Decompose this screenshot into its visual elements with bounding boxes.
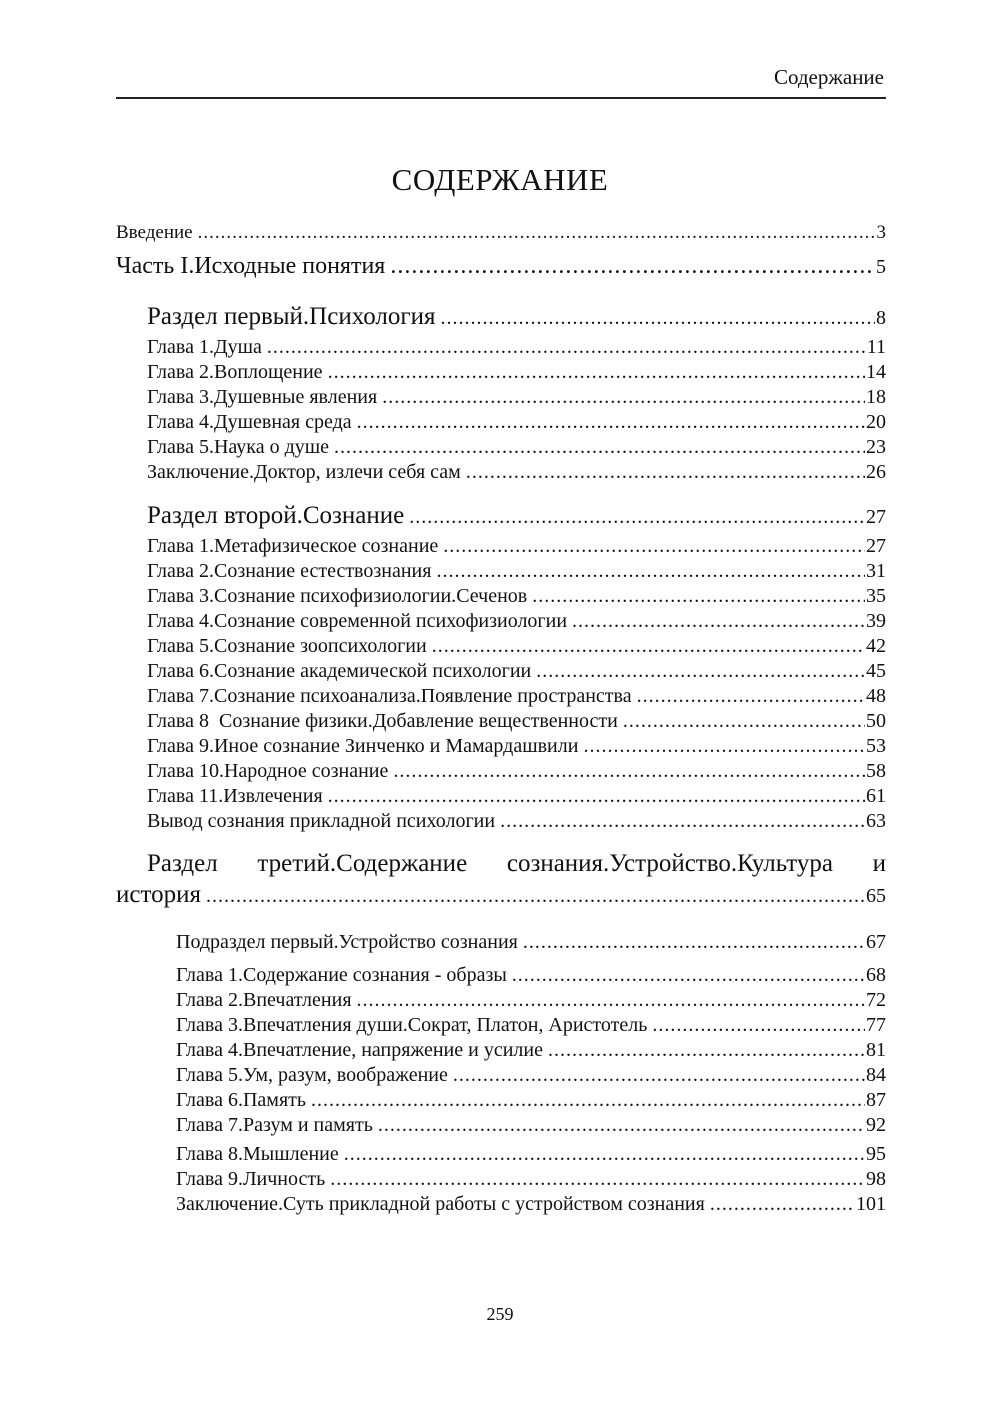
- section2-chapters: [116, 534, 886, 834]
- toc-entry-section-line2: [116, 879, 886, 912]
- dot-leader: [652, 1013, 865, 1038]
- dot-leader: [432, 634, 865, 659]
- dot-leader: [390, 250, 875, 282]
- dot-leader: [267, 335, 866, 360]
- dot-leader: [357, 410, 865, 435]
- toc-entry-label: Глава 4.Впечатление, напряжение и усилие: [176, 1039, 543, 1061]
- dot-leader: [198, 220, 876, 246]
- toc-entry-chapter[interactable]: [116, 759, 886, 784]
- toc-entry-label: Глава 7.Сознание психоанализа.Появление пространства: [147, 685, 632, 707]
- toc-entry-label: Вывод сознания прикладной психологии: [147, 810, 496, 832]
- section3-chapters: [116, 963, 886, 1217]
- toc-entry-label: Глава 10.Народное сознание: [147, 760, 389, 782]
- toc-entry-page: 68: [866, 964, 886, 986]
- toc-entry-label: Глава 5.Сознание зоопсихологии: [147, 635, 427, 657]
- toc-entry-chapter[interactable]: [116, 410, 886, 435]
- dot-leader: [409, 500, 865, 534]
- toc-entry-chapter[interactable]: [116, 360, 886, 385]
- dot-leader: [344, 1142, 865, 1167]
- toc-entry-intro[interactable]: [116, 220, 886, 246]
- toc-entry-page: 8: [876, 307, 886, 329]
- toc-entry-chapter[interactable]: [116, 784, 886, 809]
- toc-entry-chapter[interactable]: [116, 634, 886, 659]
- toc-entry-page: 63: [866, 810, 886, 832]
- toc-entry-label: Глава 8.Мышление: [176, 1143, 339, 1165]
- dot-leader: [330, 1167, 865, 1192]
- toc-entry-page: 45: [866, 660, 886, 682]
- dot-leader: [523, 930, 865, 955]
- toc-entry-chapter[interactable]: [116, 584, 886, 609]
- header-rule: [116, 97, 886, 99]
- toc-entry-chapter[interactable]: [116, 1013, 886, 1038]
- dot-leader: [623, 709, 865, 734]
- dot-leader: [206, 881, 865, 912]
- page-number: 259: [486, 1304, 514, 1324]
- toc-entry-label: Глава 2.Впечатления: [176, 989, 352, 1011]
- toc-entry-chapter[interactable]: [116, 559, 886, 584]
- toc-entry-label: Глава 5.Ум, разум, воображение: [176, 1064, 448, 1086]
- toc-entry-section[interactable]: [116, 300, 886, 335]
- toc-entry-label: Глава 5.Наука о душе: [147, 436, 330, 458]
- toc-entry-page: 42: [866, 635, 886, 657]
- toc-entry-chapter[interactable]: [116, 435, 886, 460]
- toc-entry-page: 92: [866, 1114, 886, 1136]
- toc-entry-label: Глава 3.Сознание психофизиологии.Сеченов: [147, 585, 528, 607]
- toc-entry-page: 95: [866, 1143, 886, 1165]
- toc-entry-label: Глава 8 Сознание физики.Добавление вещественности: [147, 710, 618, 732]
- toc-entry-section-wrapped[interactable]: [116, 848, 886, 912]
- toc-entry-page: 48: [866, 685, 886, 707]
- dot-leader: [328, 360, 865, 385]
- toc-entry-label: Глава 1.Душа: [147, 336, 262, 358]
- dot-leader: [637, 684, 865, 709]
- toc-entry-chapter[interactable]: [116, 734, 886, 759]
- toc-entry-chapter[interactable]: [116, 385, 886, 410]
- table-of-contents: [116, 220, 886, 1217]
- toc-entry-page: 11: [866, 336, 886, 358]
- toc-entry-page: 67: [866, 931, 886, 953]
- dot-leader: [500, 809, 865, 834]
- toc-entry-label: Раздел первый.Психология: [147, 303, 436, 330]
- dot-leader: [453, 1063, 865, 1088]
- toc-entry-label-line1: Раздел третий.Содержание сознания.Устройство.Культура и: [147, 850, 886, 877]
- toc-entry-chapter[interactable]: [116, 709, 886, 734]
- toc-entry-label: Глава 6.Сознание академической психологии: [147, 660, 532, 682]
- toc-entry-page: 72: [866, 989, 886, 1011]
- toc-entry-subsection[interactable]: [116, 930, 886, 955]
- dot-leader: [382, 385, 865, 410]
- toc-entry-conclusion[interactable]: [116, 809, 886, 834]
- toc-entry-chapter[interactable]: [116, 1088, 886, 1113]
- toc-entry-page: 101: [856, 1193, 886, 1215]
- toc-entry-page: 23: [866, 436, 886, 458]
- dot-leader: [532, 584, 865, 609]
- toc-entry-page: 31: [866, 560, 886, 582]
- toc-entry-page: 20: [866, 411, 886, 433]
- toc-entry-chapter[interactable]: [116, 609, 886, 634]
- toc-entry-label: Глава 4.Сознание современной психофизиологии: [147, 610, 568, 632]
- dot-leader: [436, 559, 865, 584]
- toc-entry-chapter[interactable]: [116, 1063, 886, 1088]
- dot-leader: [536, 659, 865, 684]
- toc-entry-label: Глава 11.Извлечения: [147, 785, 323, 807]
- toc-entry-page: 14: [866, 361, 886, 383]
- toc-entry-chapter[interactable]: [116, 1038, 886, 1063]
- toc-entry-chapter[interactable]: [116, 659, 886, 684]
- toc-entry-page: 39: [866, 610, 886, 632]
- toc-entry-page: 53: [866, 735, 886, 757]
- toc-entry-chapter[interactable]: [116, 1167, 886, 1192]
- toc-entry-label: Заключение.Суть прикладной работы с устройством сознания: [176, 1193, 705, 1215]
- toc-entry-page: 81: [866, 1039, 886, 1061]
- toc-entry-page: 65: [866, 885, 886, 907]
- toc-entry-chapter[interactable]: [116, 1142, 886, 1167]
- dot-leader: [572, 609, 865, 634]
- dot-leader: [393, 759, 865, 784]
- dot-leader: [334, 435, 865, 460]
- toc-entry-page: 77: [866, 1014, 886, 1036]
- toc-entry-page: 35: [866, 585, 886, 607]
- dot-leader: [328, 784, 865, 809]
- dot-leader: [357, 988, 865, 1013]
- dot-leader: [583, 734, 865, 759]
- page-title: СОДЕРЖАНИЕ: [391, 162, 609, 197]
- toc-entry-page: 5: [876, 256, 886, 278]
- dot-leader: [443, 534, 865, 559]
- dot-leader: [378, 1113, 865, 1138]
- toc-entry-label: Глава 3.Душевные явления: [147, 386, 378, 408]
- toc-entry-label-line2: история: [116, 881, 201, 908]
- toc-entry-label: Глава 2.Сознание естествознания: [147, 560, 432, 582]
- toc-entry-label: Глава 1.Содержание сознания - образы: [176, 964, 507, 986]
- toc-entry-page: 18: [866, 386, 886, 408]
- toc-entry-label: Заключение.Доктор, излечи себя сам: [147, 461, 461, 483]
- toc-entry-label: Глава 6.Память: [176, 1089, 307, 1111]
- toc-entry-label: Глава 2.Воплощение: [147, 361, 323, 383]
- toc-entry-label: Глава 7.Разум и память: [176, 1114, 373, 1136]
- dot-leader: [466, 460, 865, 485]
- toc-entry-chapter[interactable]: [116, 684, 886, 709]
- toc-entry-chapter[interactable]: [116, 1113, 886, 1138]
- toc-entry-page: 3: [876, 222, 886, 243]
- toc-entry-page: 50: [866, 710, 886, 732]
- toc-entry-label: Глава 9.Иное сознание Зинченко и Мамардашвили: [147, 735, 579, 757]
- dot-leader: [512, 963, 865, 988]
- toc-entry-chapter[interactable]: [116, 988, 886, 1013]
- section1-chapters: [116, 335, 886, 485]
- toc-entry-page: 27: [866, 506, 886, 528]
- toc-entry-label: Подраздел первый.Устройство сознания: [176, 931, 518, 953]
- toc-entry-conclusion[interactable]: [116, 1192, 886, 1217]
- toc-entry-label: Введение: [116, 222, 193, 243]
- toc-entry-label: Часть I.Исходные понятия: [116, 253, 386, 279]
- toc-entry-label: Глава 4.Душевная среда: [147, 411, 352, 433]
- dot-leader: [441, 301, 875, 335]
- toc-entry-conclusion[interactable]: [116, 460, 886, 485]
- toc-entry-page: 84: [866, 1064, 886, 1086]
- toc-entry-label: Глава 1.Метафизическое сознание: [147, 535, 439, 557]
- toc-entry-label: Глава 3.Впечатления души.Сократ, Платон, Аристотель: [176, 1014, 648, 1036]
- running-header: Содержание: [773, 65, 884, 89]
- toc-entry-page: 98: [866, 1168, 886, 1190]
- toc-entry-chapter[interactable]: [116, 534, 886, 559]
- toc-entry-page: 26: [866, 461, 886, 483]
- toc-entry-chapter[interactable]: [116, 963, 886, 988]
- toc-entry-label: Глава 9.Личность: [176, 1168, 326, 1190]
- dot-leader: [311, 1088, 865, 1113]
- toc-entry-chapter[interactable]: [116, 335, 886, 360]
- toc-entry-label: Раздел второй.Сознание: [147, 502, 405, 529]
- toc-entry-page: 61: [866, 785, 886, 807]
- dot-leader: [548, 1038, 865, 1063]
- dot-leader: [710, 1192, 855, 1217]
- toc-entry-section[interactable]: [116, 499, 886, 534]
- toc-entry-page: 87: [866, 1089, 886, 1111]
- toc-entry-page: 27: [866, 535, 886, 557]
- toc-entry-page: 58: [866, 760, 886, 782]
- toc-entry-part[interactable]: [116, 250, 886, 283]
